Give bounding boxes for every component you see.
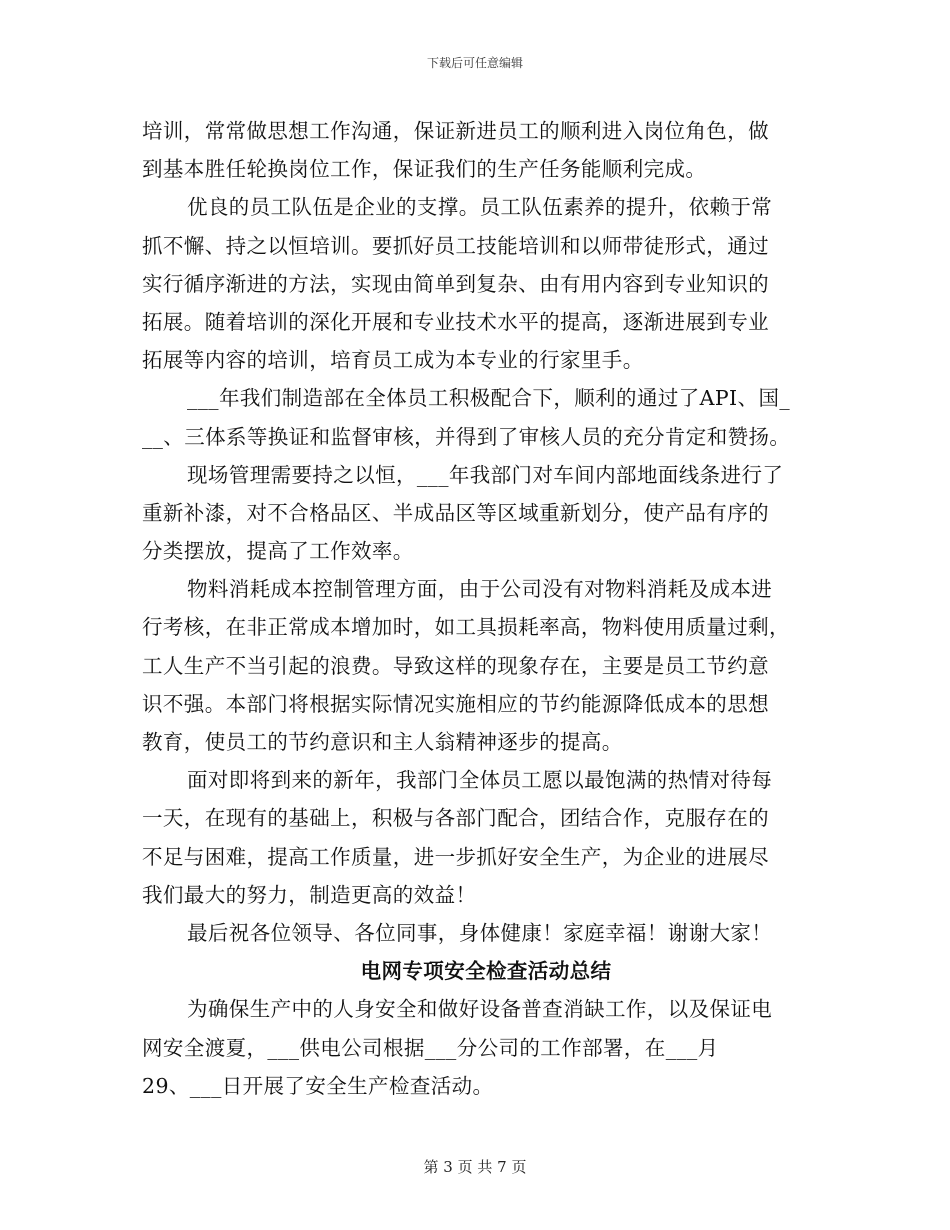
text-line: 识不强。本部门将根据实际情况实施相应的节约能源降低成本的思想 <box>142 691 769 716</box>
paragraph-start-line: 最后祝各位领导、各位同事，身体健康！家庭幸福！谢谢大家！ <box>187 920 773 945</box>
section-title: 电网专项安全检查活动总结 <box>360 959 612 984</box>
text-line: 拓展。随着培训的深化开展和专业技术水平的提高，逐渐进展到专业 <box>142 309 769 334</box>
paragraph-start-line: 为确保生产中的人身安全和做好设备普查消缺工作，以及保证电 <box>187 997 773 1022</box>
text-line: 行考核，在非正常成本增加时，如工具损耗率高，物料使用质量过剩， <box>142 615 790 640</box>
page-number: 第 3 页 共 7 页 <box>423 1158 527 1176</box>
text-line: 培训，常常做思想工作沟通，保证新进员工的顺利进入岗位角色，做 <box>142 119 769 143</box>
text-line: 实行循序渐进的方法，实现由简单到复杂、由有用内容到专业知识的 <box>142 271 769 296</box>
paragraph-start-line: ___年我们制造部在全体员工积极配合下，顺利的通过了API、国_ <box>187 386 790 411</box>
paragraph-start-line: 物料消耗成本控制管理方面，由于公司没有对物料消耗及成本进 <box>187 577 773 602</box>
text-line: 教育，使员工的节约意识和主人翁精神逐步的提高。 <box>142 730 623 754</box>
text-line: 一天，在现有的基础上，积极与各部门配合，团结合作，克服存在的 <box>142 806 769 831</box>
text-line: 分类摆放，提高了工作效率。 <box>142 539 414 564</box>
text-line: 29、___日开展了安全生产检查活动。 <box>142 1073 494 1098</box>
paragraph-start-line: 现场管理需要持之以恒，___年我部门对车间内部地面线条进行了 <box>187 462 784 487</box>
text-line: 工人生产不当引起的浪费。导致这样的现象存在，主要是员工节约意 <box>142 653 769 678</box>
paragraph-start-line: 优良的员工队伍是企业的支撑。员工队伍素养的提升，依赖于常 <box>187 195 773 220</box>
text-line: 重新补漆，对不合格品区、半成品区等区域重新划分，使产品有序的 <box>142 500 769 525</box>
text-line: 网安全渡夏，___供电公司根据___分公司的工作部署，在___月 <box>142 1035 719 1060</box>
document-body <box>142 112 810 1105</box>
page-header: 下载后可任意编辑 <box>426 56 523 70</box>
text-line: 我们最大的努力，制造更高的效益！ <box>142 882 477 907</box>
text-line: 抓不懈、持之以恒培训。要抓好员工技能培训和以师带徒形式，通过 <box>142 233 769 258</box>
text-line: __、三体系等换证和监督审核，并得到了审核人员的充分肯定和赞扬。 <box>142 424 791 449</box>
text-line: 到基本胜任轮换岗位工作，保证我们的生产任务能顺利完成。 <box>142 157 707 182</box>
paragraph-start-line: 面对即将到来的新年，我部门全体员工愿以最饱满的热情对待每 <box>187 768 773 793</box>
text-line: 不足与困难，提高工作质量，进一步抓好安全生产，为企业的进展尽 <box>142 844 769 869</box>
text-line: 拓展等内容的培训，培育员工成为本专业的行家里手。 <box>142 348 644 373</box>
